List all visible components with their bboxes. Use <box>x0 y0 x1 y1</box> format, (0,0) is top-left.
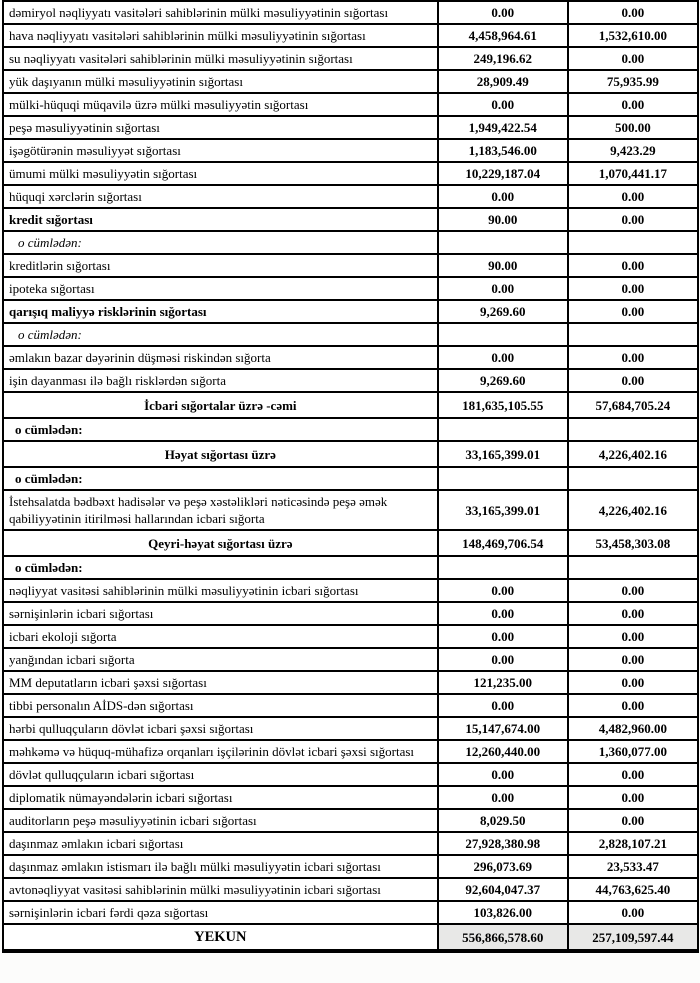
value-col2: 0.00 <box>568 648 698 671</box>
table-row <box>3 556 698 579</box>
table-row <box>3 24 698 47</box>
value-col1: 9,269.60 <box>438 369 568 392</box>
row-label: o cümlədən: <box>3 323 438 346</box>
value-col2: 2,828,107.21 <box>568 832 698 855</box>
table-row <box>3 418 698 441</box>
value-col1 <box>438 467 568 490</box>
row-label: işin dayanması ilə bağlı risklərdən sığorta <box>3 369 438 392</box>
row-label: sərnişinlərin icbari sığortası <box>3 602 438 625</box>
value-col2: 0.00 <box>568 786 698 809</box>
table-row <box>3 763 698 786</box>
row-label: ipoteka sığortası <box>3 277 438 300</box>
row-label: ümumi mülki məsuliyyətin sığortası <box>3 162 438 185</box>
value-col2: 0.00 <box>568 185 698 208</box>
value-col1: 9,269.60 <box>438 300 568 323</box>
table-row <box>3 346 698 369</box>
value-col2: 0.00 <box>568 300 698 323</box>
value-col1: 0.00 <box>438 346 568 369</box>
value-col1: 1,183,546.00 <box>438 139 568 162</box>
value-col1: 0.00 <box>438 602 568 625</box>
row-label: İstehsalatda bədbəxt hadisələr və peşə xəstəlikləri nəticəsində peşə əmək qabiliyyətinin itirilməsi hallarından icbari sığorta <box>3 490 438 530</box>
value-col1: 0.00 <box>438 277 568 300</box>
value-col2: 4,226,402.16 <box>568 490 698 530</box>
value-col2: 57,684,705.24 <box>568 392 698 418</box>
row-label: qarışıq maliyyə risklərinin sığortası <box>3 300 438 323</box>
value-col2 <box>568 556 698 579</box>
insurance-table-body <box>3 1 698 951</box>
value-col2: 0.00 <box>568 47 698 70</box>
table-row <box>3 924 698 951</box>
table-row <box>3 786 698 809</box>
value-col2: 0.00 <box>568 694 698 717</box>
row-label: əmlakın bazar dəyərinin düşməsi riskindən sığorta <box>3 346 438 369</box>
value-col2 <box>568 418 698 441</box>
value-col1: 90.00 <box>438 254 568 277</box>
value-col1: 8,029.50 <box>438 809 568 832</box>
value-col2: 0.00 <box>568 602 698 625</box>
table-row <box>3 648 698 671</box>
table-row <box>3 93 698 116</box>
row-label: Qeyri-həyat sığortası üzrə <box>3 530 438 556</box>
value-col2: 0.00 <box>568 93 698 116</box>
value-col1: 0.00 <box>438 648 568 671</box>
value-col1: 0.00 <box>438 786 568 809</box>
row-label: dövlət qulluqçuların icbari sığortası <box>3 763 438 786</box>
value-col1: 0.00 <box>438 763 568 786</box>
value-col1: 90.00 <box>438 208 568 231</box>
row-label: işəgötürənin məsuliyyət sığortası <box>3 139 438 162</box>
value-col2: 0.00 <box>568 346 698 369</box>
row-label: diplomatik nümayəndələrin icbari sığortası <box>3 786 438 809</box>
table-row <box>3 490 698 530</box>
table-row <box>3 231 698 254</box>
row-label: avtonəqliyyat vasitəsi sahiblərinin mülki məsuliyyətinin icbari sığortası <box>3 878 438 901</box>
row-label: Həyat sığortası üzrə <box>3 441 438 467</box>
row-label: o cümlədən: <box>3 418 438 441</box>
row-label: hüquqi xərclərin sığortası <box>3 185 438 208</box>
value-col2: 500.00 <box>568 116 698 139</box>
value-col2 <box>568 467 698 490</box>
table-row <box>3 625 698 648</box>
table-row <box>3 740 698 763</box>
table-row <box>3 579 698 602</box>
value-col2: 0.00 <box>568 901 698 924</box>
value-col1: 33,165,399.01 <box>438 490 568 530</box>
row-label: YEKUN <box>3 924 438 951</box>
value-col2: 23,533.47 <box>568 855 698 878</box>
row-label: hava nəqliyyatı vasitələri sahiblərinin mülki məsuliyyətinin sığortası <box>3 24 438 47</box>
table-row <box>3 671 698 694</box>
row-label: yük daşıyanın mülki məsuliyyətinin sığortası <box>3 70 438 93</box>
value-col1 <box>438 418 568 441</box>
table-row <box>3 530 698 556</box>
value-col2: 44,763,625.40 <box>568 878 698 901</box>
row-label: hərbi qulluqçuların dövlət icbari şəxsi sığortası <box>3 717 438 740</box>
table-row <box>3 809 698 832</box>
value-col2: 4,226,402.16 <box>568 441 698 467</box>
row-label: mülki-hüquqi müqavilə üzrə mülki məsuliyyətin sığortası <box>3 93 438 116</box>
value-col2: 0.00 <box>568 208 698 231</box>
value-col2: 9,423.29 <box>568 139 698 162</box>
row-label: tibbi personalın AİDS-dən sığortası <box>3 694 438 717</box>
row-label: su nəqliyyatı vasitələri sahiblərinin mülki məsuliyyətinin sığortası <box>3 47 438 70</box>
table-row <box>3 901 698 924</box>
value-col1: 33,165,399.01 <box>438 441 568 467</box>
value-col1: 121,235.00 <box>438 671 568 694</box>
table-row <box>3 855 698 878</box>
table-row <box>3 1 698 24</box>
value-col1: 148,469,706.54 <box>438 530 568 556</box>
value-col1: 296,073.69 <box>438 855 568 878</box>
value-col2: 0.00 <box>568 277 698 300</box>
row-label: yanğından icbari sığorta <box>3 648 438 671</box>
row-label: icbari ekoloji sığorta <box>3 625 438 648</box>
value-col2: 0.00 <box>568 254 698 277</box>
value-col1: 1,949,422.54 <box>438 116 568 139</box>
value-col2: 53,458,303.08 <box>568 530 698 556</box>
row-label: o cümlədən: <box>3 467 438 490</box>
table-row <box>3 323 698 346</box>
value-col2: 0.00 <box>568 579 698 602</box>
row-label: dəmiryol nəqliyyatı vasitələri sahiblərinin mülki məsuliyyətinin sığortası <box>3 1 438 24</box>
table-row <box>3 467 698 490</box>
table-row <box>3 116 698 139</box>
table-row <box>3 392 698 418</box>
value-col1: 0.00 <box>438 625 568 648</box>
value-col1 <box>438 556 568 579</box>
row-label: o cümlədən: <box>3 556 438 579</box>
value-col1: 92,604,047.37 <box>438 878 568 901</box>
table-row <box>3 694 698 717</box>
value-col1: 103,826.00 <box>438 901 568 924</box>
value-col1: 249,196.62 <box>438 47 568 70</box>
value-col1: 181,635,105.55 <box>438 392 568 418</box>
table-row <box>3 832 698 855</box>
table-row <box>3 254 698 277</box>
table-row <box>3 300 698 323</box>
table-row <box>3 162 698 185</box>
table-row <box>3 369 698 392</box>
value-col2: 4,482,960.00 <box>568 717 698 740</box>
value-col1: 12,260,440.00 <box>438 740 568 763</box>
value-col1: 0.00 <box>438 93 568 116</box>
row-label: peşə məsuliyyətinin sığortası <box>3 116 438 139</box>
value-col1: 28,909.49 <box>438 70 568 93</box>
table-row <box>3 277 698 300</box>
value-col1: 27,928,380.98 <box>438 832 568 855</box>
value-col2: 0.00 <box>568 763 698 786</box>
value-col2: 1,070,441.17 <box>568 162 698 185</box>
value-col1: 0.00 <box>438 1 568 24</box>
value-col2: 1,360,077.00 <box>568 740 698 763</box>
table-row <box>3 139 698 162</box>
row-label: daşınmaz əmlakın istismarı ilə bağlı mülki məsuliyyətin icbari sığortası <box>3 855 438 878</box>
value-col2 <box>568 323 698 346</box>
table-row <box>3 441 698 467</box>
value-col2: 1,532,610.00 <box>568 24 698 47</box>
row-label: MM deputatların icbari şəxsi sığortası <box>3 671 438 694</box>
value-col1 <box>438 231 568 254</box>
table-row <box>3 878 698 901</box>
row-label: İcbari sığortalar üzrə -cəmi <box>3 392 438 418</box>
row-label: auditorların peşə məsuliyyətinin icbari sığortası <box>3 809 438 832</box>
value-col2: 0.00 <box>568 1 698 24</box>
table-row <box>3 717 698 740</box>
value-col1: 10,229,187.04 <box>438 162 568 185</box>
row-label: kredit sığortası <box>3 208 438 231</box>
row-label: sərnişinlərin icbari fərdi qəza sığortası <box>3 901 438 924</box>
value-col1 <box>438 323 568 346</box>
row-label: məhkəmə və hüquq-mühafizə orqanları işçilərinin dövlət icbari şəxsi sığortası <box>3 740 438 763</box>
value-col1: 0.00 <box>438 579 568 602</box>
value-col2: 0.00 <box>568 671 698 694</box>
table-row <box>3 47 698 70</box>
row-label: o cümlədən: <box>3 231 438 254</box>
table-row <box>3 70 698 93</box>
row-label: kreditlərin sığortası <box>3 254 438 277</box>
value-col1: 4,458,964.61 <box>438 24 568 47</box>
value-col2: 0.00 <box>568 369 698 392</box>
value-col1: 15,147,674.00 <box>438 717 568 740</box>
insurance-table <box>2 0 699 953</box>
value-col2: 257,109,597.44 <box>568 924 698 951</box>
table-row <box>3 185 698 208</box>
value-col2: 0.00 <box>568 809 698 832</box>
row-label: daşınmaz əmlakın icbari sığortası <box>3 832 438 855</box>
table-row <box>3 602 698 625</box>
row-label: nəqliyyat vasitəsi sahiblərinin mülki məsuliyyətinin icbari sığortası <box>3 579 438 602</box>
table-row <box>3 208 698 231</box>
value-col1: 0.00 <box>438 185 568 208</box>
value-col1: 556,866,578.60 <box>438 924 568 951</box>
value-col2 <box>568 231 698 254</box>
value-col1: 0.00 <box>438 694 568 717</box>
value-col2: 75,935.99 <box>568 70 698 93</box>
value-col2: 0.00 <box>568 625 698 648</box>
